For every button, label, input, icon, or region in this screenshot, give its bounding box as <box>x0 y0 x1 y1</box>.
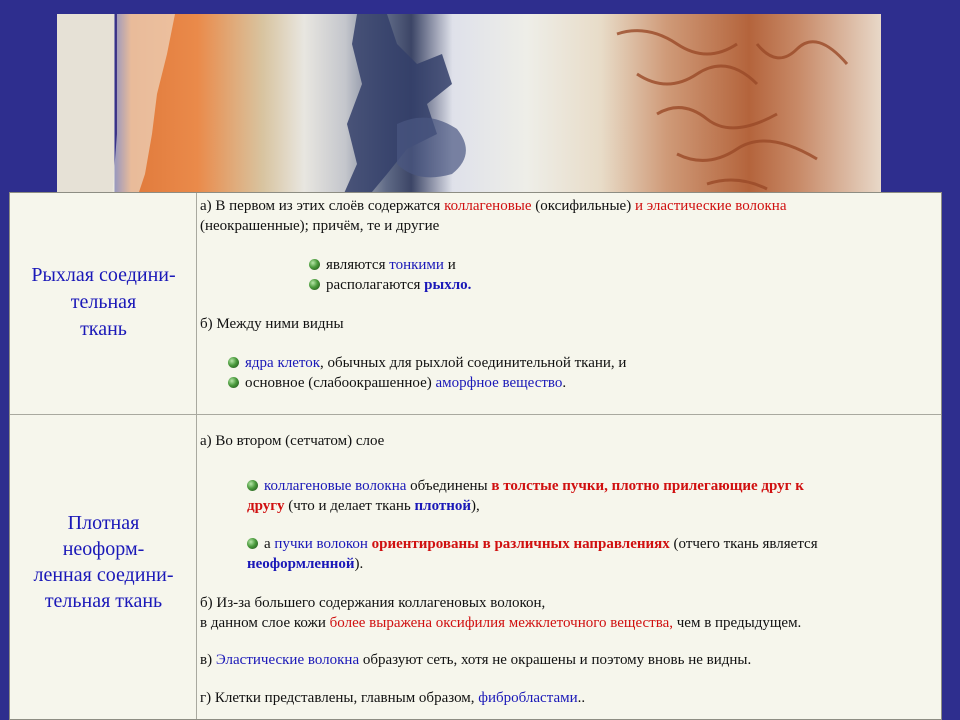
row1-label-line: ткань <box>80 318 127 340</box>
bullet-icon <box>309 259 320 270</box>
tissue-description-table <box>9 192 942 720</box>
row1-label-cell <box>10 193 197 415</box>
text-line: в) Эластические волокна образуют сеть, хотя не окрашены и поэтому вновь не видны. <box>200 652 752 668</box>
text-line: б) Между ними видны <box>200 316 344 332</box>
bullet-item: основное (слабоокрашенное) аморфное вещество. <box>228 373 566 393</box>
row2-label-line: Плотная <box>67 512 140 534</box>
row2-label-line: неоформ- <box>62 538 145 560</box>
text-line: б) Из-за большего содержания коллагеновых волокон, <box>200 595 546 611</box>
bullet-item: а пучки волокон ориентированы в различных направлениях (отчего ткань является <box>247 534 818 554</box>
row2-label-line: ленная соедини- <box>33 564 174 586</box>
histology-micrograph <box>57 14 881 198</box>
row2-label-line: тельная ткань <box>44 590 163 612</box>
text-line: а) В первом из этих слоёв содержатся коллагеновые (оксифильные) и эластические волокна <box>200 198 787 214</box>
bullet-item: являются тонкими и <box>309 255 456 275</box>
row1-label-line: тельная <box>70 291 137 313</box>
text-line: другу (что и делает ткань плотной), <box>247 498 480 514</box>
bullet-item: располагаются рыхло. <box>309 275 471 295</box>
row2-text-cell <box>197 415 941 719</box>
bullet-item: ядра клеток, обычных для рыхлой соединительной ткани, и <box>228 353 626 373</box>
text-line: а) Во втором (сетчатом) слое <box>200 433 385 449</box>
row1-label-line: Рыхлая соедини- <box>31 264 176 286</box>
bullet-icon <box>309 279 320 290</box>
text-line: (неокрашенные); причём, те и другие <box>200 218 440 234</box>
bullet-icon <box>247 480 258 491</box>
text-line: г) Клетки представлены, главным образом, фибробластами.. <box>200 690 586 706</box>
text-line: неоформленной). <box>247 556 364 572</box>
row1-text-cell <box>197 193 941 415</box>
bullet-item: коллагеновые волокна объединены в толстые пучки, плотно прилегающие друг к <box>247 476 804 496</box>
text-line: в данном слое кожи более выражена оксифилия межклеточного вещества, чем в предыдущем. <box>200 615 802 631</box>
bullet-icon <box>228 377 239 388</box>
bullet-icon <box>228 357 239 368</box>
row2-label-cell <box>10 415 197 719</box>
bullet-icon <box>247 538 258 549</box>
